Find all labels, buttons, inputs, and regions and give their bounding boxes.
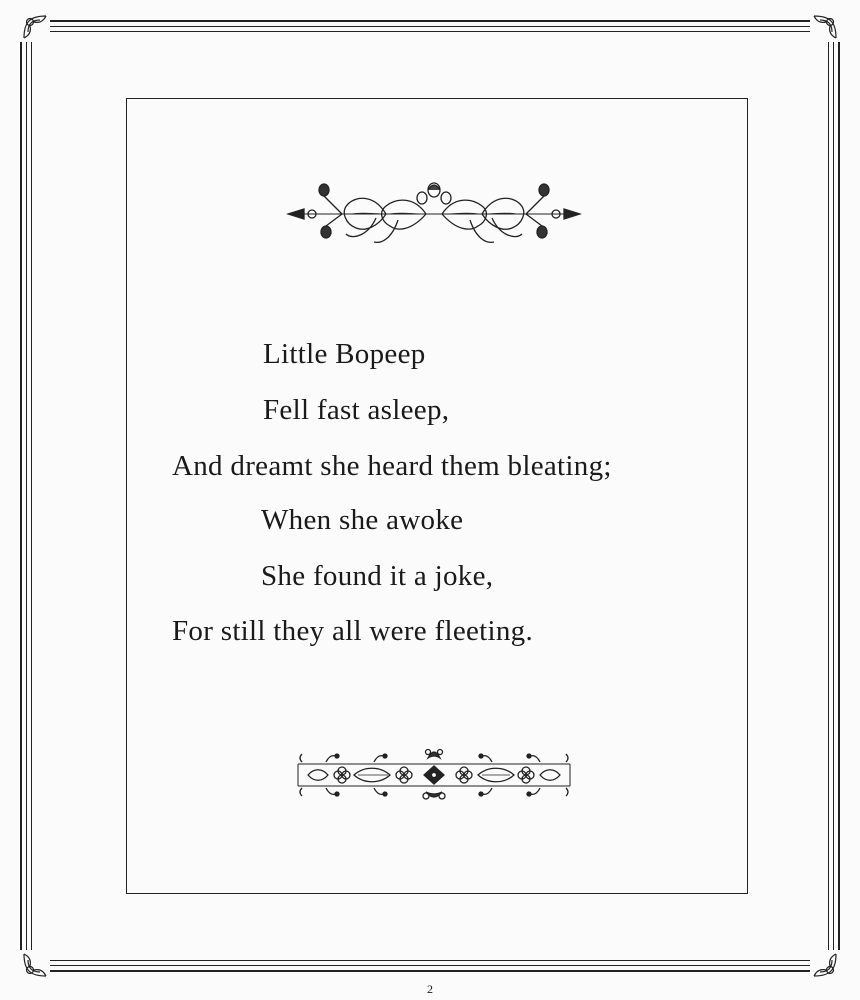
corner-ornament-icon [20,950,50,980]
page-number: 2 [427,982,433,996]
poem-line: For still they all were fleeting. [172,615,534,647]
corner-ornament-icon [810,12,840,42]
poem-line: She found it a joke, [261,560,494,592]
poem-line: When she awoke [261,504,464,536]
floral-tailpiece-icon [296,746,572,804]
poem-line: Little Bopeep [263,338,426,370]
acorn-headpiece-icon [286,176,582,248]
poem-line: And dreamt she heard them bleating; [172,450,612,482]
poem-line: Fell fast asleep, [263,394,450,426]
corner-ornament-icon [810,950,840,980]
corner-ornament-icon [20,12,50,42]
